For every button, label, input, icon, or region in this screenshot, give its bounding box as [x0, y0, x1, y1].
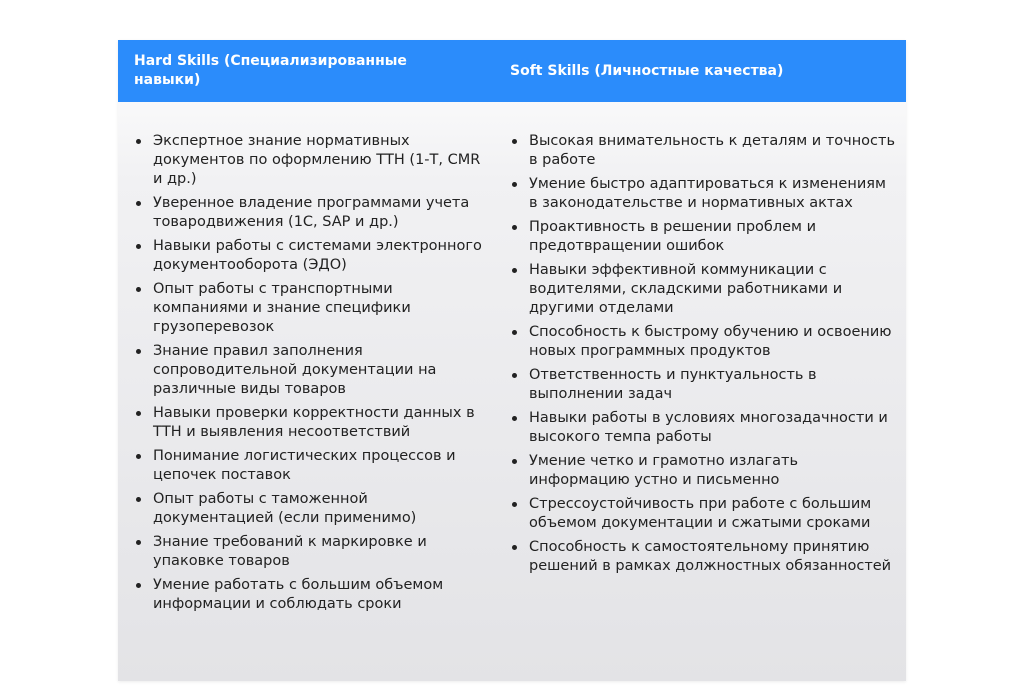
- soft-skill-item: Умение быстро адаптироваться к изменениям в законодательстве и нормативных актах: [510, 175, 898, 213]
- hard-skill-item: Знание требований к маркировке и упаковке товаров: [134, 533, 486, 571]
- hard-skills-header: Hard Skills (Специализированные навыки): [134, 53, 407, 88]
- hard-skill-item: Опыт работы с транспортными компаниями и знание специфики грузоперевозок: [134, 280, 486, 337]
- hard-skill-item: Опыт работы с таможенной документацией (если применимо): [134, 490, 486, 528]
- soft-skill-item: Стрессоустойчивость при работе с большим объемом документации и сжатыми сроками: [510, 495, 898, 533]
- hard-skill-item: Умение работать с большим объемом информации и соблюдать сроки: [134, 576, 486, 614]
- soft-skill-item: Способность к самостоятельному принятию решений в рамках должностных обязанностей: [510, 538, 898, 576]
- table-header: [118, 40, 906, 102]
- soft-skill-item: Навыки работы в условиях многозадачности и высокого темпа работы: [510, 409, 898, 447]
- soft-skills-header: Soft Skills (Личностные качества): [510, 62, 784, 79]
- hard-skill-item: Навыки работы с системами электронного документооборота (ЭДО): [134, 237, 486, 275]
- soft-skill-item: Навыки эффективной коммуникации с водителями, складскими работниками и другими отделами: [510, 261, 898, 318]
- soft-skill-item: Ответственность и пунктуальность в выполнении задач: [510, 366, 898, 404]
- hard-skills-column: [118, 132, 494, 619]
- soft-skill-item: Способность к быстрому обучению и освоению новых программных продуктов: [510, 323, 898, 361]
- soft-skill-item: Проактивность в решении проблем и предотвращении ошибок: [510, 218, 898, 256]
- hard-skills-list: [134, 132, 486, 614]
- soft-skills-list: [510, 132, 898, 576]
- hard-skill-item: Экспертное знание нормативных документов по оформлению ТТН (1-Т, CMR и др.): [134, 132, 486, 189]
- hard-skill-item: Навыки проверки корректности данных в ТТН и выявления несоответствий: [134, 404, 486, 442]
- soft-skill-item: Умение четко и грамотно излагать информацию устно и письменно: [510, 452, 898, 490]
- skills-comparison-table: [118, 40, 906, 681]
- soft-skills-column: [494, 132, 906, 619]
- table-body: [118, 102, 906, 619]
- hard-skill-item: Знание правил заполнения сопроводительной документации на различные виды товаров: [134, 342, 486, 399]
- soft-skill-item: Высокая внимательность к деталям и точность в работе: [510, 132, 898, 170]
- hard-skill-item: Уверенное владение программами учета товародвижения (1С, SAP и др.): [134, 194, 486, 232]
- hard-skill-item: Понимание логистических процессов и цепочек поставок: [134, 447, 486, 485]
